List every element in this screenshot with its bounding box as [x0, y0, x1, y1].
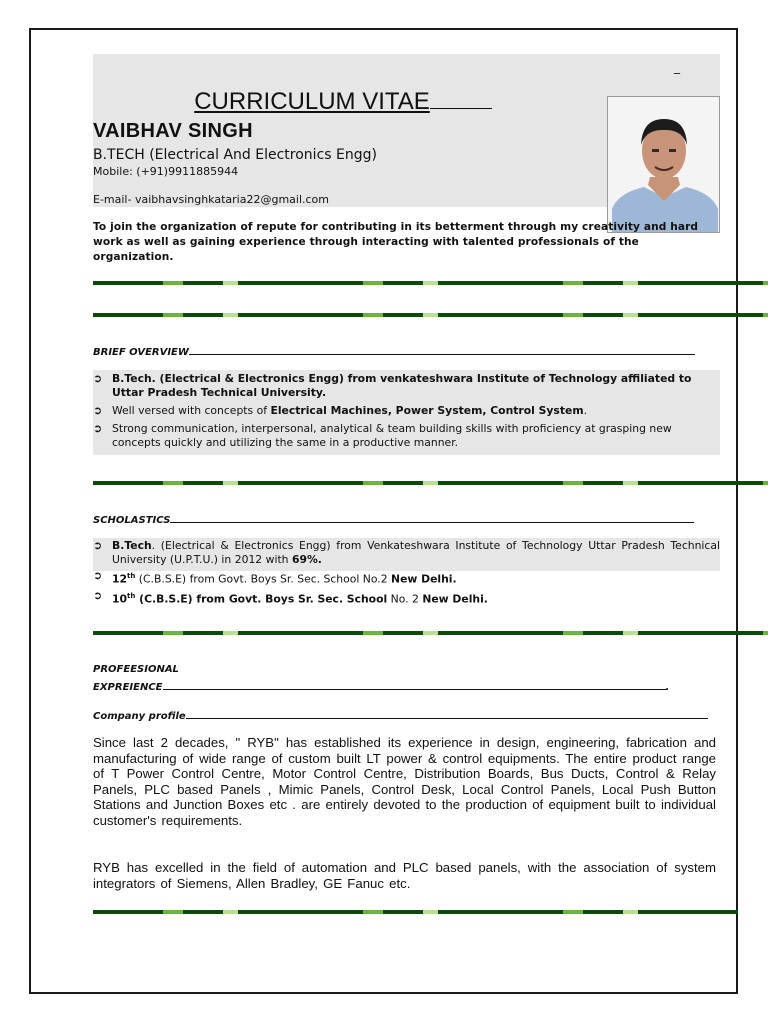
list-item: ➲ B.Tech. (Electrical & Electronics Engg) from Venkateshwara Institute of Technology Uttar Pradesh Technical University (U.P.T.U.) in 2012 with 69%. [93, 539, 720, 566]
section-divider [93, 631, 768, 635]
scholastics-heading: SCHOLASTICS [93, 513, 703, 526]
arrow-bullet-icon: ➲ [93, 372, 103, 385]
arrow-bullet-icon: ➲ [93, 588, 103, 602]
list-item: ➲ 10th (C.B.S.E) from Govt. Boys Sr. Sec. School No. 2 New Delhi. [93, 588, 488, 606]
experience-heading-line1: PROFEESIONAL [93, 664, 179, 675]
company-profile-heading: Company profile [93, 709, 718, 722]
title-text: CURRICULUM VITAE [194, 88, 430, 115]
candidate-degree: B.TECH (Electrical And Electronics Engg) [93, 147, 377, 163]
list-item: ➲ B.Tech. (Electrical & Electronics Engg) from venkateshwara Institute of Technology affiliated to Uttar Pradesh Technical University. [93, 372, 692, 399]
section-divider [93, 481, 768, 485]
brief-overview-heading: BRIEF OVERVIEW [93, 345, 713, 358]
automation-paragraph: RYB has excelled in the field of automation and PLC based panels, with the association of system integrators of Siemens, Allen Bradley, GE Fanuc etc. [93, 860, 716, 891]
mobile-number: Mobile: (+91)9911885944 [93, 165, 239, 178]
experience-heading-line2: EXPREIENCE . [93, 682, 670, 693]
profile-photo [607, 96, 720, 233]
list-item: ➲ 12th (C.B.S.E) from Govt. Boys Sr. Sec. School No.2 New Delhi. [93, 569, 457, 586]
title-underline [430, 90, 492, 109]
scholastics-highlight [93, 538, 720, 571]
page-title [93, 88, 593, 116]
email-address: E-mail- vaibhavsinghkataria22@gmail.com [93, 193, 330, 206]
list-item: ➲ Strong communication, interpersonal, analytical & team building skills with proficiency at grasping new concepts quickly and utilizing the same in a productive manner. [93, 422, 672, 449]
header-dash: _ [674, 60, 680, 74]
section-divider [93, 910, 738, 914]
brief-overview-list [93, 370, 720, 455]
arrow-bullet-icon: ➲ [93, 422, 103, 435]
arrow-bullet-icon: ➲ [93, 539, 103, 552]
person-photo-icon [608, 97, 720, 233]
section-divider [93, 281, 768, 285]
company-profile-paragraph: Since last 2 decades, " RYB" has established its experience in design, engineering, fabrication and manufacturing of wide range of custom built LT power & control equipments. The entire product range of T Power Control Centre, Motor Control Centre, Distribution Boards, Bus Ducts, Control & Relay Panels, PLC based Panels , Mimic Panels, Control Desk, Local Control Panels, Local Push Button Stations and Junction Boxes etc . are entirely devoted to the production of equipment built to individual customer's requirements. [93, 735, 716, 828]
arrow-bullet-icon: ➲ [93, 569, 103, 582]
candidate-name: VAIBHAV SINGH [93, 120, 253, 142]
scholastics-list [93, 569, 720, 610]
section-divider [93, 313, 768, 317]
list-item: ➲ Well versed with concepts of Electrical Machines, Power System, Control System. [93, 404, 588, 417]
arrow-bullet-icon: ➲ [93, 404, 103, 417]
career-objective: To join the organization of repute for contributing in its betterment through my creativity and hard work as well as gaining experience through interacting with talented professionals of the organization. [93, 221, 699, 263]
